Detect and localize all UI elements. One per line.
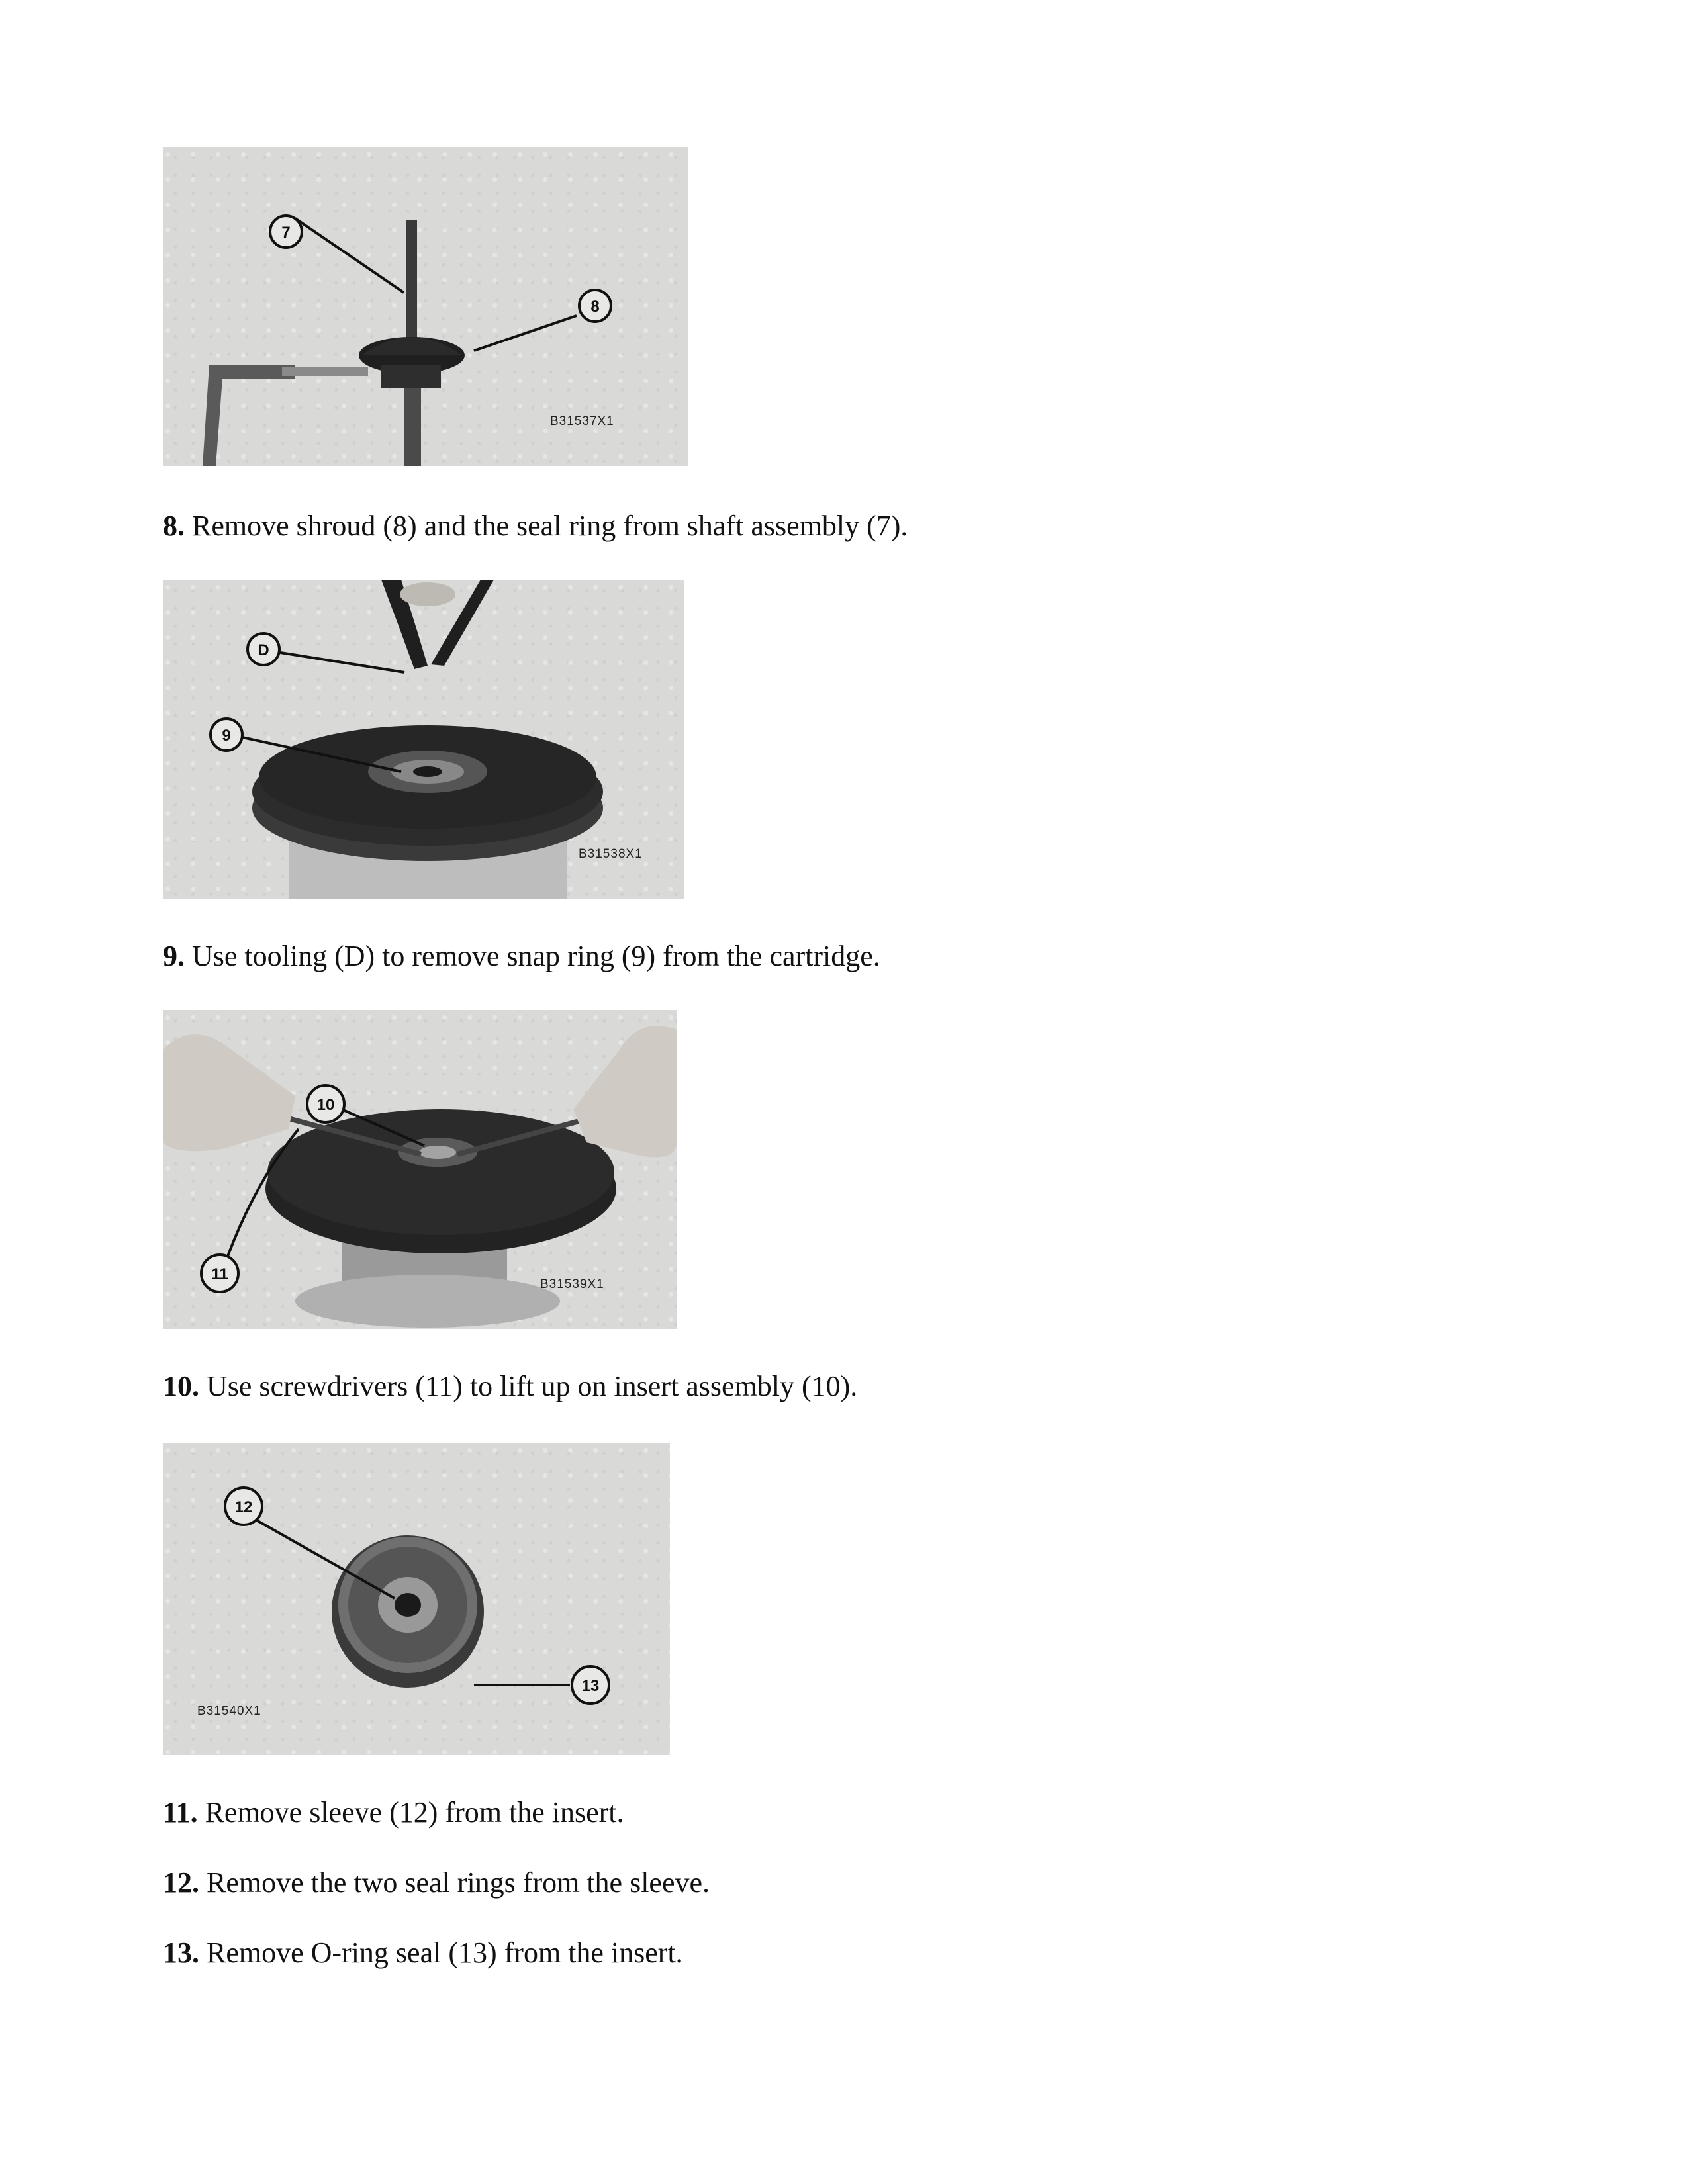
step-13 [163,1935,683,1971]
step-11 [163,1795,624,1831]
callout-12-label: 12 [234,1498,253,1516]
step-number: 8. [163,510,185,542]
callout-8-label: 8 [590,298,600,316]
step-text: Remove the two seal rings from the sleeve. [199,1866,710,1899]
step-text: Remove O-ring seal (13) from the insert. [199,1936,683,1969]
callout-9-label: 9 [222,727,231,745]
figure-shaft-shroud-illustration [163,147,688,466]
step-10 [163,1369,857,1404]
figure-insert-lift [163,1010,677,1329]
step-number: 10. [163,1370,199,1402]
figure-code: B31539X1 [540,1277,604,1291]
figure-code: B31537X1 [550,414,614,428]
step-9 [163,938,880,974]
callout-D-label: D [258,641,269,659]
step-text: Use screwdrivers (11) to lift up on insert assembly (10). [199,1370,858,1402]
step-text: Use tooling (D) to remove snap ring (9) from the cartridge. [185,940,880,972]
step-text: Remove shroud (8) and the seal ring from shaft assembly (7). [185,510,908,542]
step-text: Remove sleeve (12) from the insert. [197,1796,624,1829]
figure-code: B31538X1 [579,847,643,861]
callout-7-label: 7 [281,224,291,242]
step-number: 12. [163,1866,199,1899]
callout-11-label: 11 [211,1265,228,1283]
figure-insert-sleeve-illustration [163,1443,670,1755]
step-number: 9. [163,940,185,972]
figure-insert-sleeve [163,1443,670,1755]
step-8 [163,508,908,544]
figure-snap-ring-illustration [163,580,684,899]
step-12 [163,1865,710,1901]
callout-13-label: 13 [581,1677,600,1695]
figure-shaft-shroud [163,147,688,466]
callout-10-label: 10 [316,1096,335,1114]
step-number: 11. [163,1796,198,1829]
figure-snap-ring [163,580,684,899]
figure-insert-lift-illustration [163,1010,677,1329]
step-number: 13. [163,1936,199,1969]
figure-code: B31540X1 [197,1704,261,1718]
